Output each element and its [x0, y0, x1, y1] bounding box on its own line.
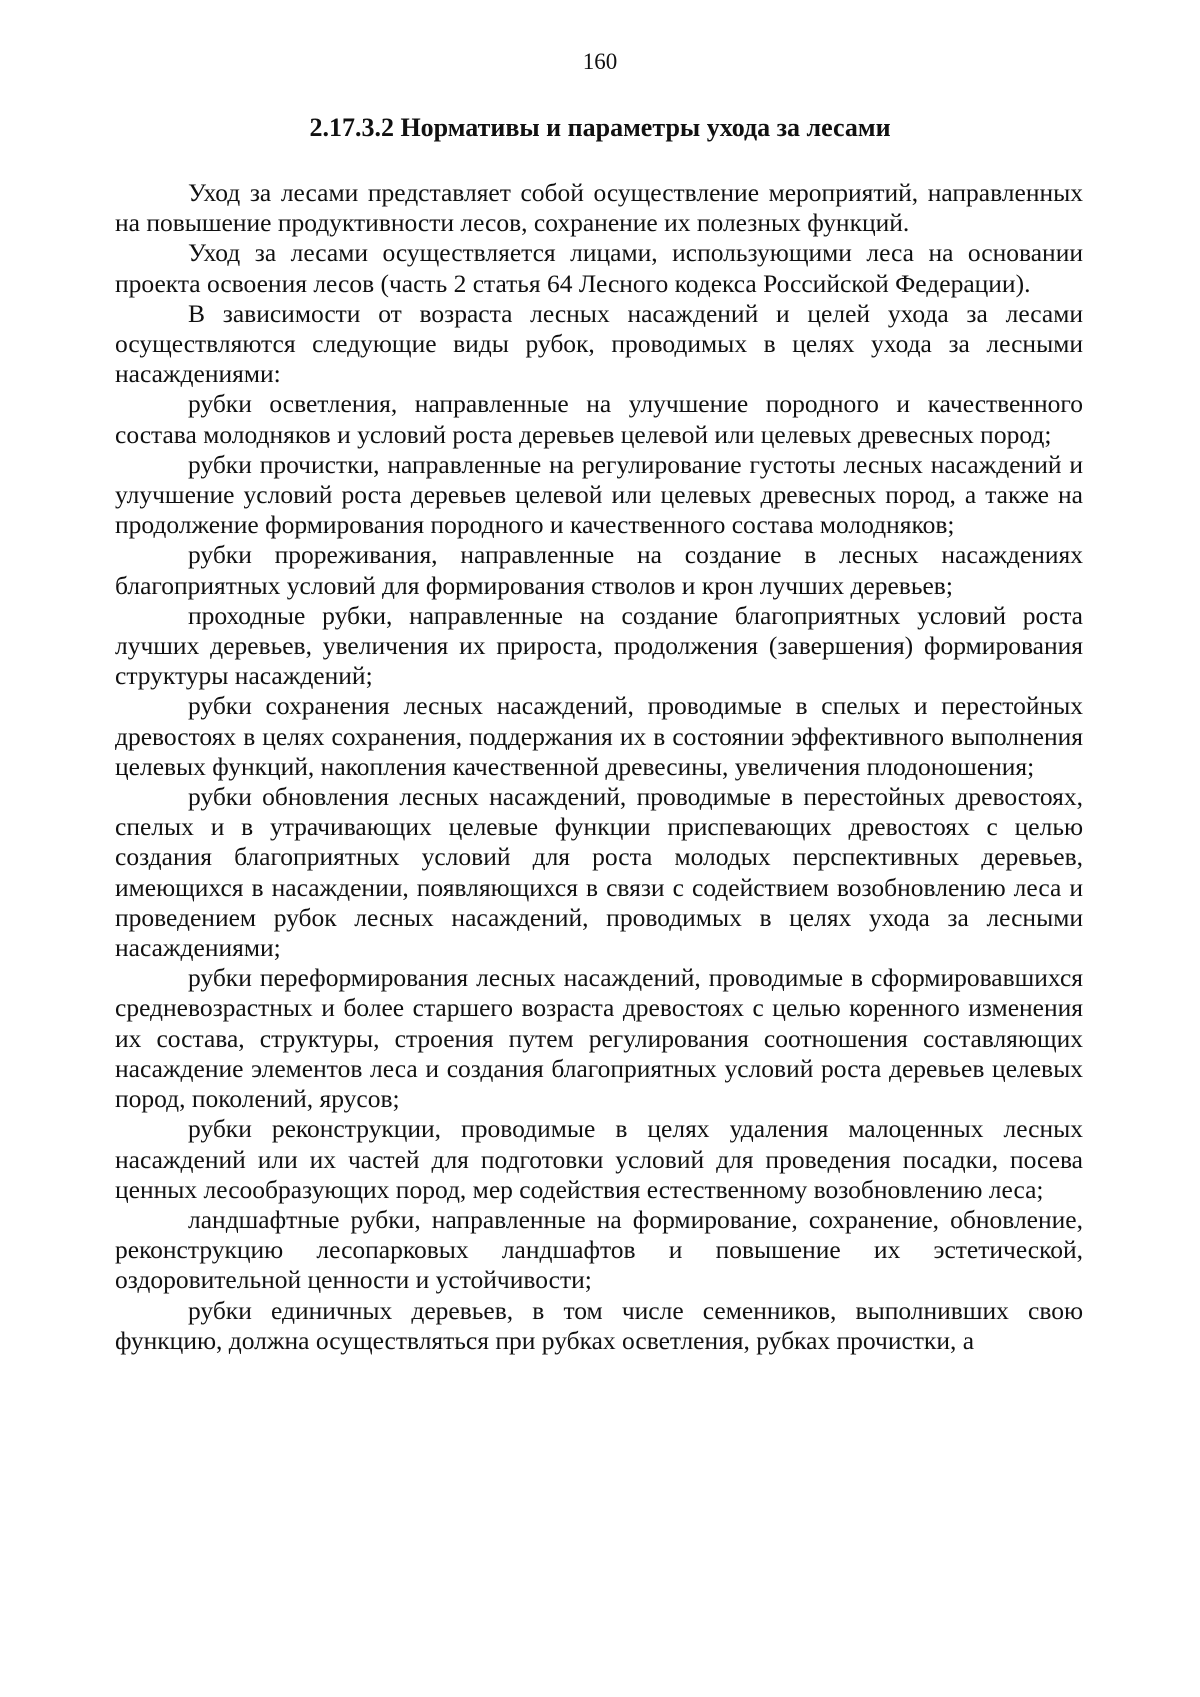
list-item-osvetlenie: рубки осветления, направленные на улучшение породного и качественного состава молодняков и условий роста деревьев целевой или целевых древесных пород;	[115, 389, 1083, 449]
section-title: 2.17.3.2 Нормативы и параметры ухода за лесами	[309, 113, 891, 142]
body-text	[115, 178, 1083, 1356]
paragraph-intro: Уход за лесами представляет собой осуществление мероприятий, направленных на повышение продуктивности лесов, сохранение их полезных функций.	[115, 178, 1083, 238]
list-item-edinichnye: рубки единичных деревьев, в том числе семенников, выполнивших свою функцию, должна осуществляться при рубках осветления, рубках прочистки, а	[115, 1295, 1083, 1355]
list-item-sokhranenie: рубки сохранения лесных насаждений, проводимые в спелых и перестойных древостоях в целях сохранения, поддержания их в состоянии эффективного выполнения целевых функций, накопления качественной древесины, увеличения плодоношения;	[115, 691, 1083, 781]
list-item-landshaftnye: ландшафтные рубки, направленные на формирование, сохранение, обновление, реконструкцию лесопарковых ландшафтов и повышение их эстетической, оздоровительной ценности и устойчивости;	[115, 1204, 1083, 1295]
list-item-prochistka: рубки прочистки, направленные на регулирование густоты лесных насаждений и улучшение условий роста деревьев целевой или целевых древесных пород, а также на продолжение формирования породного и качественного состава молодняков;	[115, 449, 1083, 540]
list-item-prorezhivanie: рубки прореживания, направленные на создание в лесных насаждениях благоприятных условий для формирования стволов и крон лучших деревьев;	[115, 540, 1083, 600]
paragraph-responsible: Уход за лесами осуществляется лицами, использующими леса на основании проекта освоения лесов (часть 2 статья 64 Лесного кодекса Российской Федерации).	[115, 238, 1083, 298]
list-item-prokhodnye: проходные рубки, направленные на создание благоприятных условий роста лучших деревьев, увеличения их прироста, продолжения (завершения) формирования структуры насаждений;	[115, 600, 1083, 691]
paragraph-types-intro: В зависимости от возраста лесных насаждений и целей ухода за лесами осуществляются следующие виды рубок, проводимых в целях ухода за лесными насаждениями:	[115, 298, 1083, 389]
page-number: 160	[582, 49, 618, 74]
list-item-obnovlenie: рубки обновления лесных насаждений, проводимые в перестойных древостоях, спелых и в утрачивающих целевые функции приспевающих древостоях с целью создания благоприятных условий для роста молодых перспективных деревьев, имеющихся в насаждении, появляющихся в связи с содействием возобновлению леса и проведением рубок лесных насаждений, проводимых в целях ухода за лесными насаждениями;	[115, 782, 1083, 963]
list-item-pereformirovanie: рубки переформирования лесных насаждений, проводимые в сформировавшихся средневозрастных и более старшего возраста древостоях с целью коренного изменения их состава, структуры, строения путем регулирования соотношения составляющих насаждение элементов леса и создания благоприятных условий роста деревьев целевых пород, поколений, ярусов;	[115, 963, 1083, 1114]
list-item-rekonstruktsiya: рубки реконструкции, проводимые в целях удаления малоценных лесных насаждений или их частей для подготовки условий для проведения посадки, посева ценных лесообразующих пород, мер содействия естественному возобновлению леса;	[115, 1114, 1083, 1204]
